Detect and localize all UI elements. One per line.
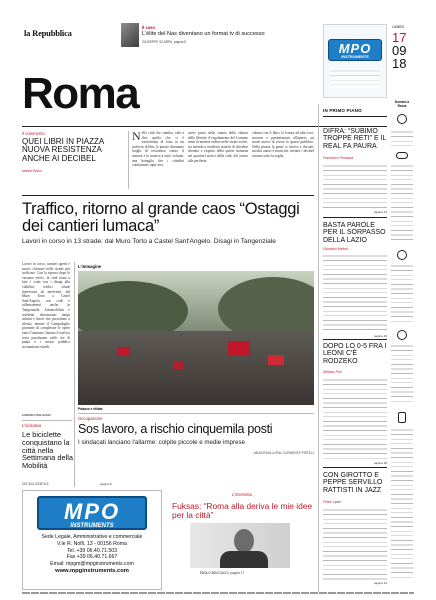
teaser-byline: GIUSEPPE SCARPA, pagina 8: [142, 40, 187, 44]
occupazione-kicker: Occupazione: [78, 416, 103, 421]
bottom-ad-line2: V.le R. Nolfi, 13 - 00156 Roma: [57, 540, 127, 547]
teaser-kicker: Il caso: [142, 25, 156, 30]
newspaper-name: la Repubblica: [24, 28, 72, 38]
bottom-ad-text: [23, 534, 161, 575]
footer-fineprint: [22, 592, 414, 594]
top-ad-logo: [328, 39, 382, 61]
primo-piano-rule: [323, 116, 387, 117]
photo-flag-1: [118, 347, 130, 356]
right-rule-1: [323, 217, 387, 218]
interview-face: [234, 529, 254, 553]
photo-caption-title: Palazzo e sfilata: [78, 407, 103, 411]
comment-kicker: Il commento: [22, 131, 45, 136]
interview-page: pagina 17: [230, 571, 245, 575]
occupazione-byline: [240, 451, 314, 455]
right-story-1-byline: Francesco Ferrazza: [323, 156, 354, 160]
photo-flag-2: [228, 341, 250, 355]
right-rule-3: [323, 467, 387, 468]
comment-byline: Marino Bisso: [22, 169, 42, 173]
teaser-title: L'élite del Nas diventano un format tv di successo: [142, 31, 265, 37]
occupazione-title[interactable]: Sos lavoro, a rischio cinquemila posti: [78, 422, 273, 436]
occupazione-byline-names: VALENTINA LUPIA / CLEMENTE PISTILLI: [253, 451, 314, 455]
lead-body: Lavori in corso, cantieri aperti e nuove chiusure nelle strade più trafficate. Con la ripresa dopo le vacanze estive, la città torna a fare i conti con i disagi alla viabilità: tredici strade interessate da interventi, dal Muro Torto a Castel Sant'Angelo, con code e rallentamenti anche in Tangenziale. Automobilisti e residenti denunciano tempi infiniti e lavori che procedono a rilento, mentre il Campidoglio promette di completare le opere entro l'autunno. Intanto il traffico resta paralizzato nelle ore di punta e i mezzi pubblici accumulano ritardi.: [22, 262, 70, 349]
right-story-4-byline: Felice Liperi: [323, 500, 342, 504]
date-day: 17: [392, 30, 407, 45]
weather-text-5: [391, 428, 413, 578]
interview-kicker: L'intervista: [232, 492, 252, 497]
lead-subtitle: Lavori in corso in 13 strade: dal Muro Torto a Castel Sant'Angelo. Disagi in Tangenziale: [22, 238, 276, 245]
bike-byline-name: CECILIA GENTILE: [22, 482, 49, 486]
bottom-ad[interactable]: [22, 490, 162, 590]
sun-icon: [397, 114, 407, 124]
bike-kicker: L'iniziativa: [22, 423, 42, 428]
photo-label: L'immagine: [78, 264, 102, 269]
photo-flag-3: [268, 355, 284, 365]
weather-label: Domani a Roma: [394, 100, 410, 109]
bike-divider: [74, 262, 75, 487]
weather-text-2: [391, 164, 413, 244]
bike-rule: [22, 420, 72, 421]
day-name: LUNEDÌ: [392, 25, 404, 29]
bottom-ad-logo-text: MPO: [63, 499, 121, 524]
comment-title[interactable]: QUEI LIBRI IN PIAZZA NUOVA RESISTENZA ANCHE AI DECIBEL: [22, 137, 104, 163]
bike-title[interactable]: Le biciclette conquistano la città nella Settimana della Mobilità: [22, 430, 73, 471]
right-story-4-page: pagina 14: [373, 581, 387, 585]
comment-body-2: avere posto nella stanza della cultura delle librerie, il regolamento del Comune tenta di mettere ordine nelle serate estive, tra movida e residenti stanchi di chiedere silenzio e rispetto della quiete notturna nei quartieri storici della città, dal centro alle periferie.: [188, 131, 248, 163]
info-icon: [397, 330, 407, 340]
phone-icon: [398, 412, 406, 423]
edition-title: Roma: [22, 69, 139, 118]
right-rule-2: [323, 339, 387, 340]
right-col: [323, 120, 387, 590]
teaser-page: pagina 8: [173, 40, 187, 44]
right-story-2-title[interactable]: BASTA PAROLE PER IL SORPASSO DELLA LAZIO: [323, 222, 386, 244]
lead-rule: [22, 195, 314, 196]
right-story-3-body: [323, 378, 387, 460]
teaser-photo: [121, 23, 139, 47]
col-rule-1: [128, 131, 129, 189]
teaser-byline-name: GIUSEPPE SCARPA: [142, 40, 173, 44]
right-story-1-page: pagina 14: [373, 210, 387, 214]
photo-caption: [78, 407, 314, 411]
bottom-ad-logo: [37, 496, 147, 530]
bottom-ad-line1: Sede Legale, Amministrative e commerciale: [41, 534, 143, 540]
right-story-4-title[interactable]: CON GIROTTO E PEPPE SERVILLO RATTISTI IN JAZZ: [323, 472, 383, 494]
top-ad[interactable]: [323, 24, 387, 98]
weather-text-1: [391, 130, 413, 146]
lead-byline: FABRIZIO BALSAMO: [22, 413, 52, 417]
right-story-2-byline: Giordano Meloni: [323, 247, 348, 251]
occupazione-subtitle: I sindacati lanciano l'allarme: colpite piccole e medie imprese: [78, 439, 245, 446]
right-story-4-body: [323, 508, 387, 580]
comment-body-1: Nella città che cambia, vale a dire quella che si è trasformata di fatto in un archivio di libri, le piazze diventano luoghi di resistenza contro il rumore e la musica a tutto volume, una battaglia che i cittadini combattono ogni sera.: [132, 131, 184, 168]
bike-page: pagina 9: [100, 482, 112, 486]
right-story-1-title[interactable]: DIFRA: “SUBIMO TROPPE RETI” E IL REAL FA PAURA: [323, 128, 387, 150]
date-year: 18: [392, 56, 407, 71]
bottom-ad-line3: Tel. +39 06.40.71.503: [66, 547, 118, 554]
photo-flag-4: [173, 361, 183, 369]
photo-crowd: [78, 331, 314, 405]
lead-title[interactable]: Traffico, ritorno al grande caos “Ostaggi dei cantieri lumaca”: [22, 200, 300, 235]
bottom-ad-url[interactable]: www.mpginstruments.com: [55, 567, 129, 574]
cloud-icon: [396, 152, 408, 159]
weather-text-4: [391, 344, 413, 404]
interview-shoulders: [220, 551, 268, 568]
interview-photo: [190, 523, 290, 568]
date-block: [392, 31, 418, 70]
interview-title[interactable]: Fuksas: “Roma alla deriva le mie idee per la città”: [172, 501, 313, 520]
right-story-2-page: pagina 16: [373, 334, 387, 338]
weather-text-3: [391, 264, 413, 324]
bottom-ad-line4: Fax +39 06.40.71.667: [66, 554, 118, 561]
interview-byline: PAOLO BOCCACCI, pagina 17: [200, 571, 245, 575]
bottom-ad-logo-sub: INSTRUMENTS: [70, 523, 114, 529]
clock-icon: [397, 250, 407, 260]
right-story-3-title[interactable]: DOPO LO 0-5 FRA I LEONI C'È RODZEKO: [323, 343, 387, 365]
right-story-2-body: [323, 254, 387, 334]
bottom-ad-line5: Email: mpgm@mpginstruments.com: [50, 561, 134, 568]
lead-photo: [78, 271, 314, 405]
right-story-3-page: pagina 18: [373, 461, 387, 465]
occupazione-rule: [78, 413, 314, 414]
top-ad-logo-sub: INSTRUMENTS: [341, 55, 369, 59]
section-in-primo-piano: IN PRIMO PIANO: [323, 108, 362, 113]
interview-byline-name: PAOLO BOCCACCI: [200, 571, 229, 575]
comment-body-3: cultura con il libro, la lettura ad alta voce, incontri e presentazioni all'aperto, un modo nuovo di vivere lo spazio pubblico. Nella piazza la gente si ritrova e discute, ascolta autori e musicisti, mentre i decibel restano sotto la soglia.: [252, 131, 314, 158]
top-ad-lines: [330, 69, 380, 89]
weather-strip: [390, 100, 416, 590]
date-month: 09: [392, 43, 407, 58]
right-story-3-byline: Stefano Puri: [323, 370, 342, 374]
right-story-1-body: [323, 164, 387, 210]
top-ad-logo-text: MPO: [338, 41, 372, 56]
right-col-divider: [318, 104, 319, 592]
